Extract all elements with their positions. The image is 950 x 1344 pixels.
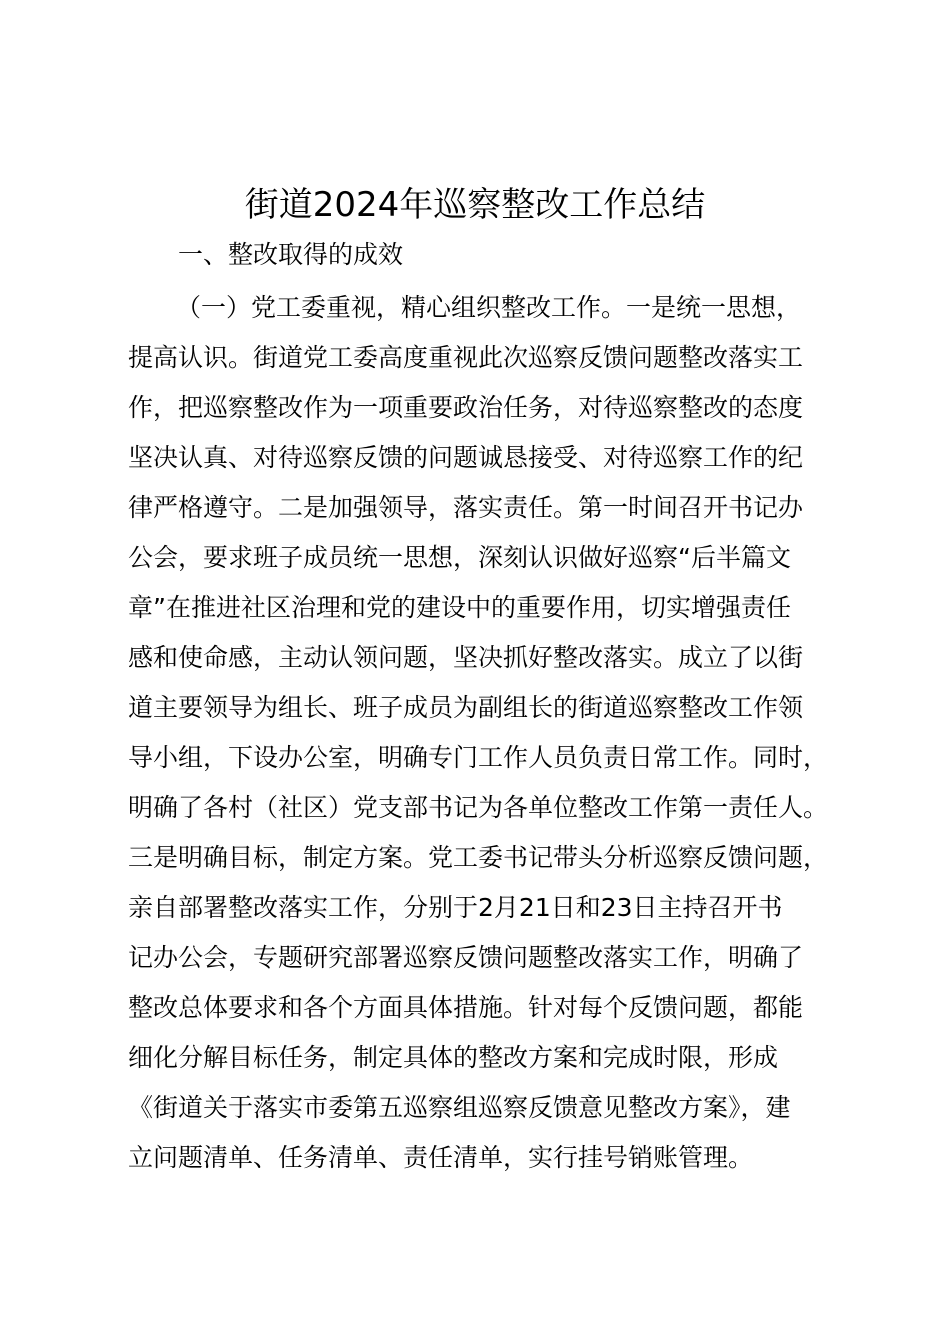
section-heading: 一、整改取得的成效 <box>178 240 404 269</box>
paragraph-line: 律严格遵守。二是加强领导，落实责任。第一时间召开书记办 <box>128 493 804 522</box>
paragraph-line: 坚决认真、对待巡察反馈的问题诚恳接受、对待巡察工作的纪 <box>128 443 804 472</box>
paragraph-line: 记办公会，专题研究部署巡察反馈问题整改落实工作，明确了 <box>128 943 804 972</box>
body-paragraph <box>0 283 950 1183</box>
paragraph-line: 三是明确目标，制定方案。党工委书记带头分析巡察反馈问题， <box>128 843 829 872</box>
paragraph-line: 亲自部署整改落实工作，分别于2月21日和23日主持召开书 <box>128 893 783 922</box>
paragraph-line: 导小组，下设办公室，明确专门工作人员负责日常工作。同时， <box>128 743 829 772</box>
paragraph-line: 提高认识。街道党工委高度重视此次巡察反馈问题整改落实工 <box>128 343 804 372</box>
paragraph-line: 整改总体要求和各个方面具体措施。针对每个反馈问题，都能 <box>128 993 804 1022</box>
paragraph-line: 细化分解目标任务，制定具体的整改方案和完成时限，形成 <box>128 1043 779 1072</box>
paragraph-line: 章”在推进社区治理和党的建设中的重要作用，切实增强责任 <box>128 593 791 622</box>
paragraph-line: 道主要领导为组长、班子成员为副组长的街道巡察整改工作领 <box>128 693 804 722</box>
paragraph-line: （一）党工委重视，精心组织整改工作。一是统一思想， <box>176 293 802 322</box>
document-title: 街道2024年巡察整改工作总结 <box>244 185 706 225</box>
paragraph-line: 感和使命感，主动认领问题，坚决抓好整改落实。成立了以街 <box>128 643 804 672</box>
paragraph-line: 作，把巡察整改作为一项重要政治任务，对待巡察整改的态度 <box>128 393 804 422</box>
paragraph-line: 公会，要求班子成员统一思想，深刻认识做好巡察“后半篇文 <box>128 543 791 572</box>
paragraph-line: 《街道关于落实市委第五巡察组巡察反馈意见整改方案》，建 <box>128 1093 791 1122</box>
paragraph-line: 明确了各村（社区）党支部书记为各单位整改工作第一责任人。 <box>128 793 829 822</box>
paragraph-line: 立问题清单、任务清单、责任清单，实行挂号销账管理。 <box>128 1143 754 1172</box>
